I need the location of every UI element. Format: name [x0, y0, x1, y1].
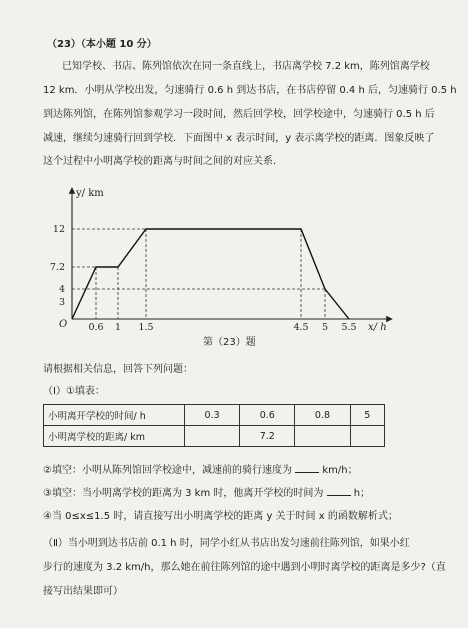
tick-label: 5.5	[341, 322, 357, 333]
problem-line-4: 减速，继续匀速骑行回到学校．下面图中 x 表示时间，y 表示离学校的距离．图象反映了	[43, 133, 435, 144]
tick-label: 12	[52, 224, 65, 235]
part1-label: （Ⅰ）①填表：	[43, 386, 105, 397]
part2-line-3: 接写出结果即可）	[43, 586, 123, 597]
tick-label: 1.5	[138, 322, 154, 333]
answer-blank	[327, 495, 351, 496]
table-cell: 小明离开学校的时间/ h	[44, 405, 185, 426]
table-row	[44, 405, 385, 426]
question-2-unit: km/h；	[322, 465, 358, 476]
problem-points: （本小题 10 分）	[80, 39, 157, 50]
table-cell: 0.3	[185, 405, 240, 426]
instructions: 请根据相关信息，回答下列问题：	[43, 364, 193, 375]
tick-label: 1	[114, 322, 122, 333]
question-2	[43, 462, 358, 479]
part2-line-2: 步行的速度为 3.2 km/h，那么她在前往陈列馆的途中遇到小明时离学校的距离是多少?（直	[43, 562, 446, 573]
table-cell	[185, 426, 240, 447]
table-cell: 0.6	[240, 405, 295, 426]
part2-line-1: （Ⅱ）当小明到达书店前 0.1 h 时，同学小红从书店出发匀速前往陈列馆，如果小红	[43, 538, 410, 549]
answer-blank	[295, 472, 319, 473]
question-4: ④当 0≤x≤1.5 时，请直接写出小明离学校的距离 y 关于时间 x 的函数解析式；	[43, 511, 398, 522]
table-cell	[350, 426, 384, 447]
table-row	[44, 426, 385, 447]
figure-caption: 第（23）题	[203, 337, 256, 348]
problem-line-5: 这个过程中小明离学校的距离与时间之间的对应关系．	[43, 156, 283, 167]
distance-curve	[72, 229, 349, 319]
tick-label: 0.6	[88, 322, 104, 333]
tick-label: 4	[58, 284, 65, 295]
table-cell: 7.2	[240, 426, 295, 447]
y-axis-label: y/ km	[76, 188, 104, 199]
table-cell: 小明离学校的距离/ km	[44, 426, 185, 447]
fill-in-table	[43, 404, 385, 447]
problem-line-1: 已知学校、书店、陈列馆依次在同一条直线上，书店离学校 7.2 km，陈列馆离学校	[62, 61, 430, 72]
origin-label: O	[59, 319, 68, 330]
question-3-unit: h；	[353, 488, 371, 499]
tick-label: 7.2	[49, 262, 65, 273]
tick-label: 3	[58, 297, 65, 308]
question-3-text: ③填空：当小明离学校的距离为 3 km 时，他离开学校的时间为	[43, 488, 324, 499]
question-3	[43, 485, 370, 502]
dashed-guides	[72, 229, 325, 319]
table-cell: 5	[350, 405, 384, 426]
table-cell	[295, 426, 350, 447]
problem-number: （23）	[47, 39, 81, 50]
tick-label: 5	[321, 322, 329, 333]
problem-line-3: 到达陈列馆，在陈列馆参观学习一段时间，然后回学校，回学校途中，匀速骑行 0.5 h 后	[43, 109, 435, 120]
problem-line-2: 12 km．小明从学校出发，匀速骑行 0.6 h 到达书店，在书店停留 0.4 h 后，匀速骑行 0.5 h	[43, 85, 457, 96]
x-axis-label: x/ h	[368, 322, 387, 333]
table-cell: 0.8	[295, 405, 350, 426]
tick-label: 4.5	[293, 322, 309, 333]
question-2-text: ②填空：小明从陈列馆回学校途中，减速前的骑行速度为	[43, 465, 292, 476]
